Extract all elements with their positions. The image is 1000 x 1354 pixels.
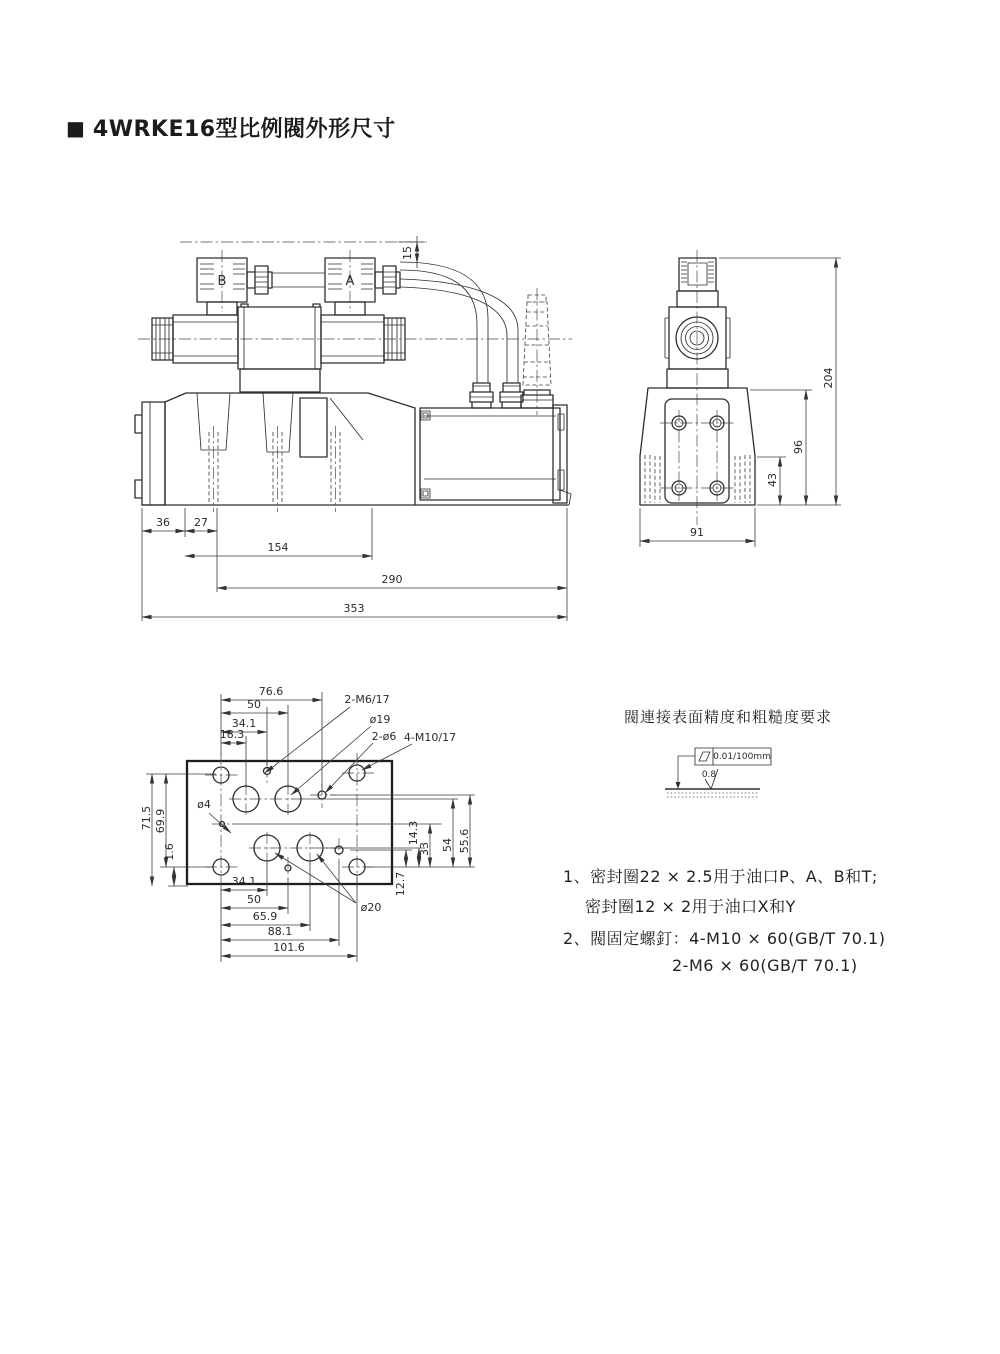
dim-18-3: 18.3 [219,728,245,741]
note-seal-rings-line2: 密封圈12 × 2用于油口X和Y [585,897,796,916]
dim-36: 36 [156,516,170,529]
end-connector [677,258,718,307]
surface-requirement-title: 閥連接表面精度和粗糙度要求 [624,708,833,726]
dim-65-9: 65.9 [252,910,278,923]
front-view-dimensions [142,508,567,621]
connector-label-a: A [345,274,355,289]
left-dimensions [140,774,216,886]
leader-arrow [676,782,681,789]
dim-88-1: 88.1 [267,925,293,938]
dim-12-7: 12.7 [394,871,407,897]
dim-54: 54 [441,838,454,852]
label-2-m6: 2-M6/17 [344,693,390,706]
label-d19: ø19 [369,713,391,726]
page-title-text: 4WRKE16型比例閥外形尺寸 [92,117,396,142]
dim-43: 43 [766,473,779,487]
mounting-base [640,388,755,505]
svg-text:15: 15 [401,246,414,260]
page-title [66,112,396,143]
connector-rail [272,273,325,287]
dim-353: 353 [343,602,365,615]
dim-290: 290 [381,573,403,586]
solenoid-end [665,307,730,388]
label-2-d6: 2-ø6 [371,730,397,743]
dim-91: 91 [690,526,704,539]
label-d4: ø4 [197,798,211,811]
flatness-icon [699,752,710,761]
title-square-icon: ■ [66,115,85,140]
mounting-surface-drawing [138,672,518,972]
label-d20: ø20 [360,901,382,914]
dim-71-5: 71.5 [140,805,153,831]
note-seal-rings-line1: 1、密封圈22 × 2.5用于油口P、A、B和T; [563,867,878,886]
dim-154: 154 [267,541,289,554]
dim-76-6: 76.6 [258,685,284,698]
dim-55-6: 55.6 [458,828,471,854]
note-fixing-screws-line2: 2-M6 × 60(GB/T 70.1) [672,956,858,975]
surface-finish-symbol [655,738,785,803]
dim-204: 204 [822,367,835,389]
surface-hatch [667,793,758,797]
dim-14-3: 14.3 [407,820,420,846]
flatness-value: 0.01/100mm [713,752,771,762]
solenoid-connector-a [325,250,400,315]
label-4-m10: 4-M10/17 [403,731,457,744]
cables [400,262,518,383]
dim-101-6: 101.6 [273,941,305,954]
dim-69-9: 69.9 [154,808,167,834]
main-valve-body [135,393,568,512]
dim-96: 96 [792,440,805,454]
dim-50-bottom: 50 [247,893,261,906]
ports-and-holes [213,765,365,875]
dim-50-top: 50 [247,698,261,711]
dim-34-1-top: 34.1 [231,717,257,730]
side-view-drawing [618,238,870,554]
connector-label-b: B [217,274,227,289]
front-view-drawing [128,226,614,626]
dim-27: 27 [194,516,208,529]
electronics-housing [420,405,571,505]
dim-33: 33 [418,842,431,856]
right-dimensions [232,795,475,896]
solenoid-connector-b [197,250,272,315]
phantom-connector [521,288,553,415]
leader-line [678,756,695,782]
dim-1-6: 1.6 [163,843,176,861]
top-dimensions [220,685,322,789]
bottom-dimensions [221,862,357,962]
dim-34-1-bottom: 34.1 [231,875,257,888]
side-view-dimensions [640,258,841,547]
cable-glands [470,383,523,408]
roughness-value: 0.8 [701,770,717,780]
note-fixing-screws-line1: 2、閥固定螺釘：4-M10 × 60(GB/T 70.1) [563,929,886,948]
